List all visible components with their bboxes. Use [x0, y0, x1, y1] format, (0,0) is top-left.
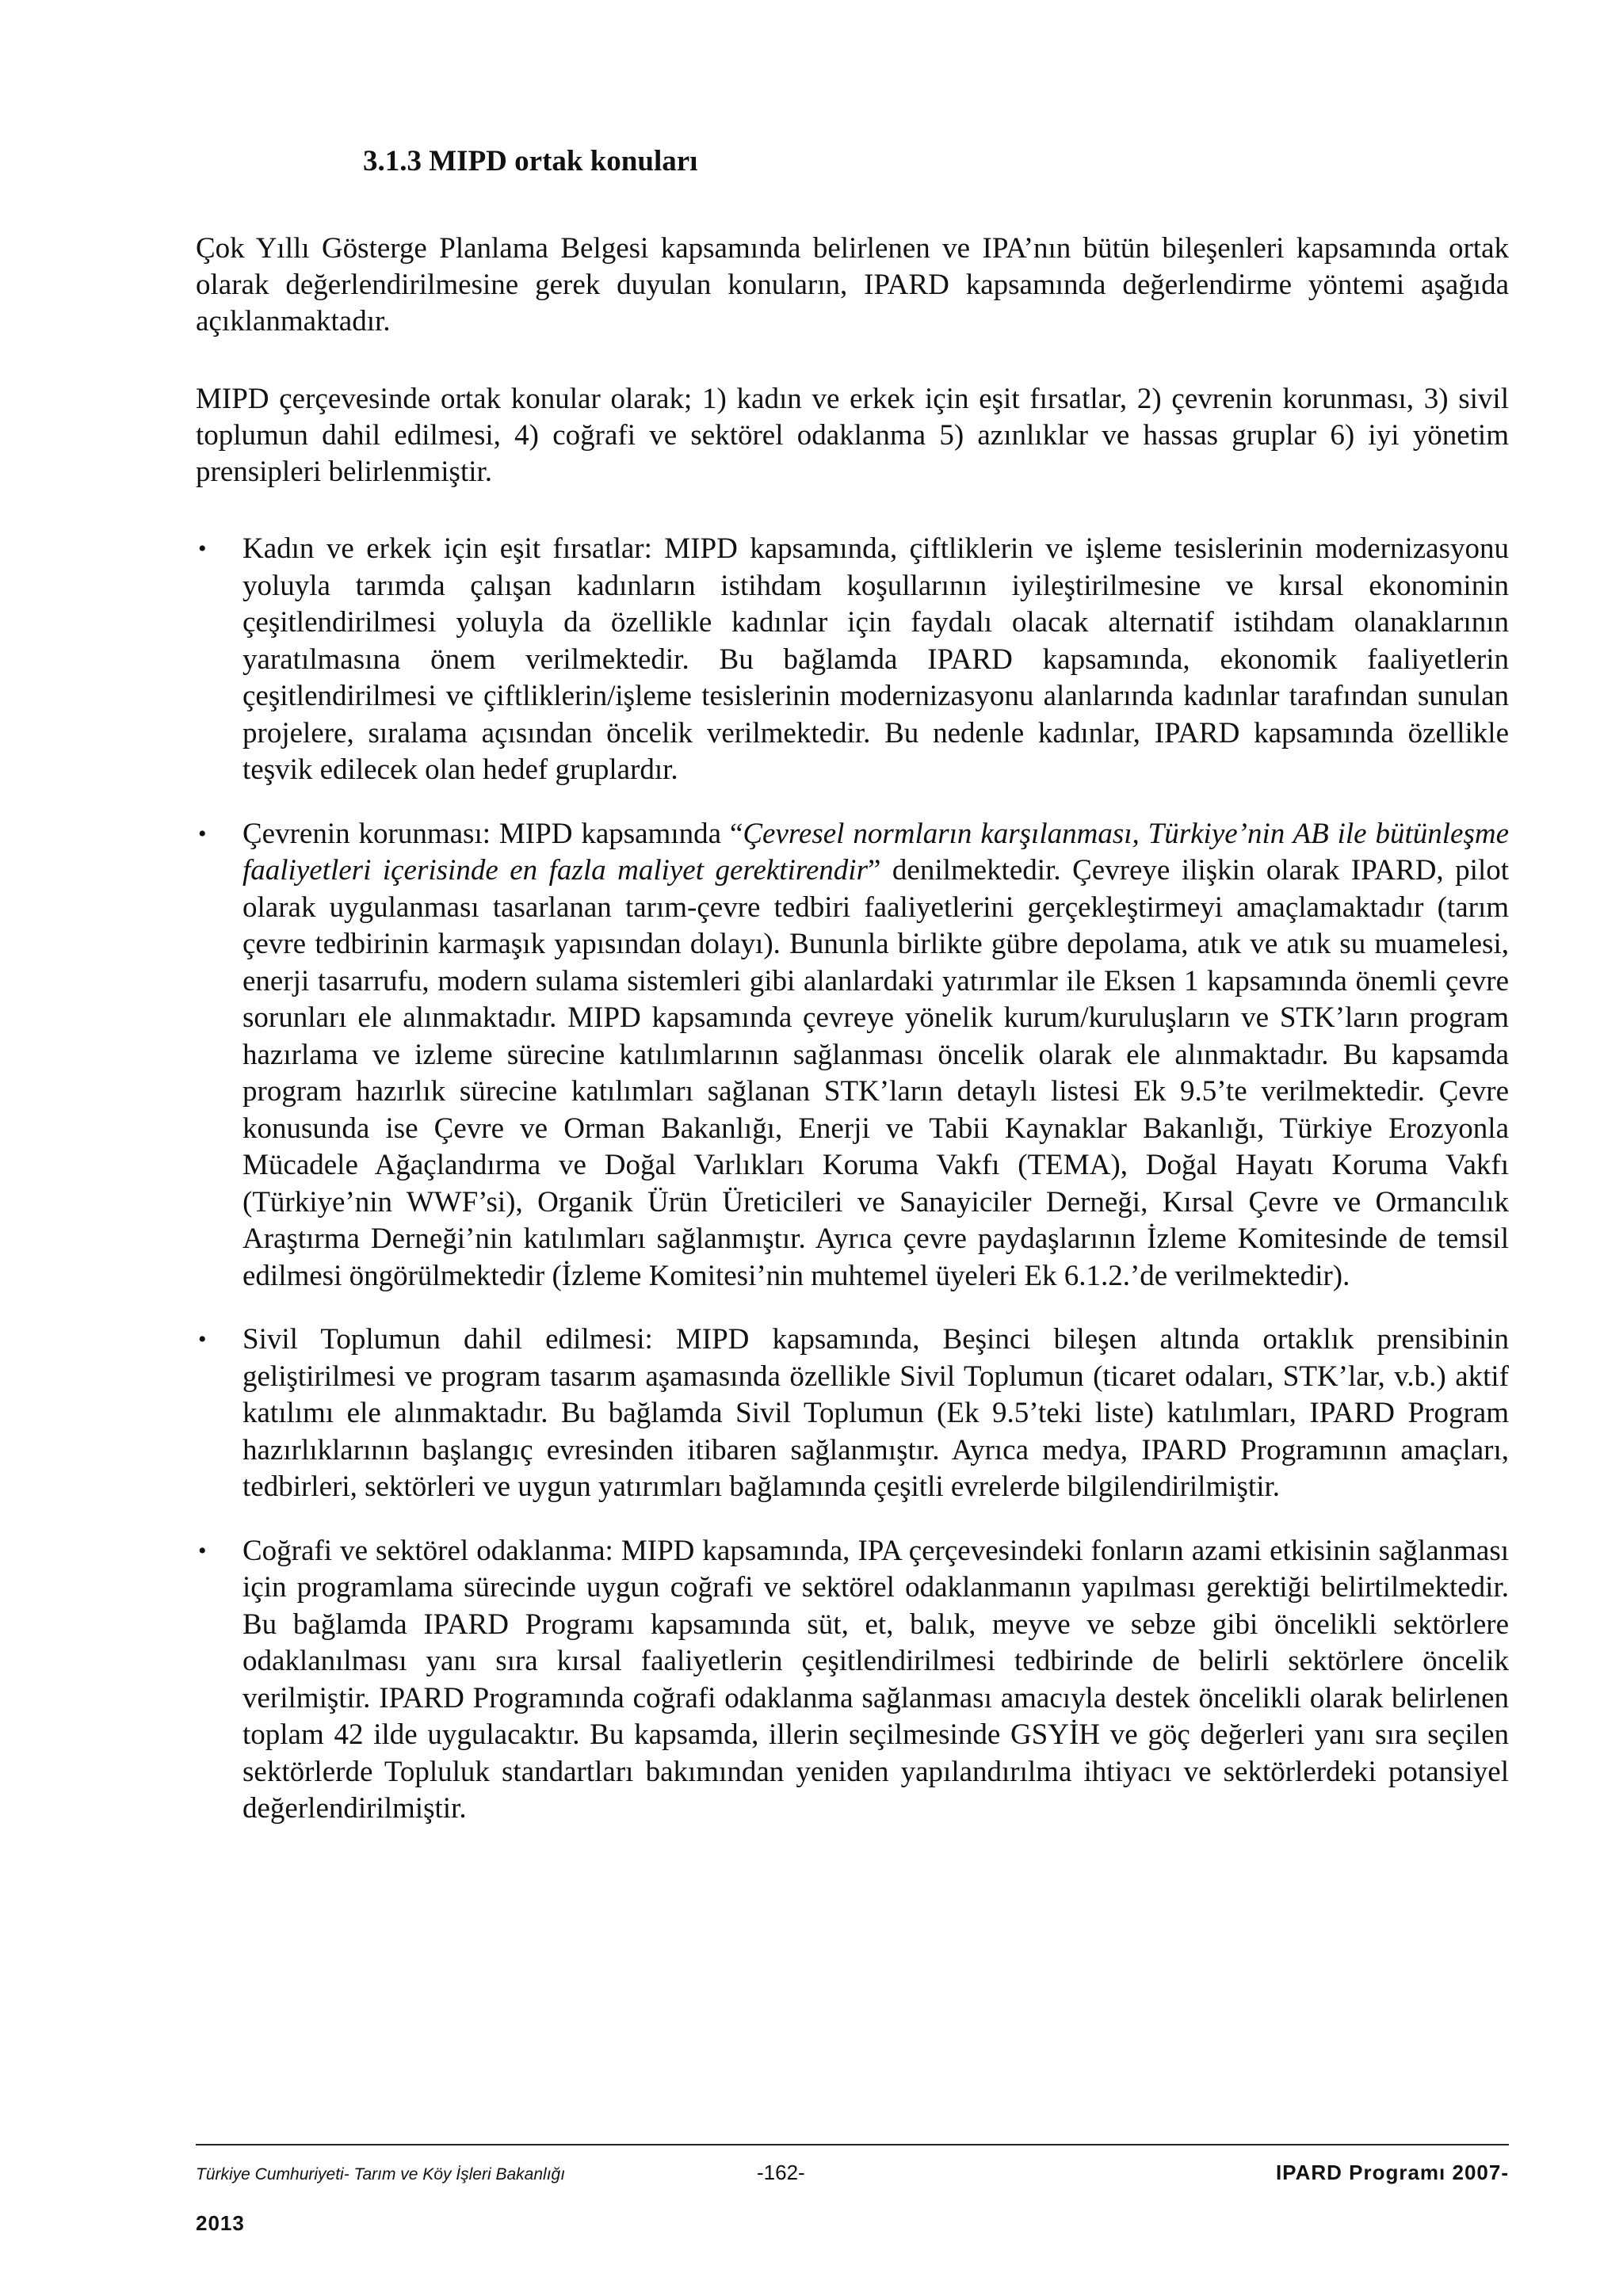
bullet-icon: •	[198, 820, 207, 847]
environment-rest-text: ” denilmektedir. Çevreye ilişkin olarak IPARD, pilot olarak uygulanması tasarlanan tarım-çevre tedbiri faaliyetlerini gerçekleştirmeyi amaçlamaktadır (tarım çevre tedbirinin karmaşık yapısından dolayı). Bununla birlikte gübre depolama, atık ve atık su muamelesi, enerji tasarrufu, modern sulama sistemleri gibi alanlardaki yatırımlar ile Eksen 1 kapsamında önemli çevre sorunları ele alınmaktadır. MIPD kapsamında çevreye yönelik kurum/kuruluşların ve STK’ların program hazırlama ve izleme sürecine katılımlarının sağlanması öncelik olarak ele alınmaktadır. Bu kapsamda program hazırlık sürecine katılımları sağlanan STK’ların detaylı listesi Ek 9.5’te verilmektedir. Çevre konusunda ise Çevre ve Orman Bakanlığı, Enerji ve Tabii Kaynaklar Bakanlığı, Türkiye Erozyonla Mücadele Ağaçlandırma ve Doğal Varlıkları Koruma Vakfı (TEMA), Doğal Hayatı Koruma Vakfı (Türkiye’nin WWF’si), Organik Ürün Üreticileri ve Sanayiciler Derneği, Kırsal Çevre ve Ormancılık Araştırma Derneği’nin katılımları sağlanmıştır. Ayrıca çevre paydaşlarının İzleme Komitesinde de temsil edilmesi öngörülmektedir (İzleme Komitesi’nin muhtemel üyeleri Ek 6.1.2.’de verilmektedir).	[242, 854, 1510, 1292]
footer-ministry: Türkiye Cumhuriyeti- Tarım ve Köy İşleri Bakanlığı	[196, 2165, 566, 2183]
list-item-geographic-sectoral	[196, 1533, 1509, 1828]
topics-paragraph: MIPD çerçevesinde ortak konular olarak; 1) kadın ve erkek için eşit fırsatlar, 2) çevrenin korunması, 3) sivil toplumun dahil edilmesi, 4) coğrafi ve sektörel odaklanma 5) azınlıklar ve hassas gruplar 6) iyi yönetim prensipleri belirlenmiştir.	[196, 383, 1509, 488]
footer-year: 2013	[196, 2211, 245, 2235]
environment-lead-text: Çevrenin korunması: MIPD kapsamında “	[242, 817, 743, 850]
list-item-environment	[196, 816, 1509, 1295]
equal-opportunities-text: Kadın ve erkek için eşit fırsatlar: MIPD kapsamında, çiftliklerin ve işleme tesislerinin modernizasyonu yoluyla tarımda çalışan kadınların istihdam koşullarının iyileştirilmesine ve kırsal ekonominin çeşitlendirilmesi yoluyla da özellikle kadınlar için faydalı olacak alternatif istihdam olanaklarının yaratılmasına önem verilmektedir. Bu bağlamda IPARD kapsamında, ekonomik faaliyetlerin çeşitlendirilmesi ve çiftliklerin/işleme tesislerinin modernizasyonu alanlarında kadınlar tarafından sunulan projelere, sıralama açısından öncelik verilmektedir. Bu nedenle kadınlar, IPARD kapsamında özellikle teşvik edilecek olan hedef gruplardır.	[242, 532, 1509, 786]
list-item-equal-opportunities	[196, 531, 1509, 789]
environment-quote-text: Çevresel normların karşılanması, Türkiye’nin AB ile bütünleşme faaliyetleri içerisinde en fazla maliyet gerektirendir	[242, 817, 1509, 887]
civil-society-text: Sivil Toplumun dahil edilmesi: MIPD kapsamında, Beşinci bileşen altında ortaklık prensibinin geliştirilmesi ve program tasarım aşamasında özellikle Sivil Toplumun (ticaret odaları, STK’lar, v.b.) aktif katılımı ele alınmaktadır. Bu bağlamda Sivil Toplumun (Ek 9.5’teki liste) katılımları, IPARD Program hazırlıklarının başlangıç evresinden itibaren sağlanmıştır. Ayrıca medya, IPARD Programının amaçları, tedbirleri, sektörleri ve uygun yatırımları bağlamında çeşitli evrelerde bilgilendirilmiştir.	[242, 1323, 1509, 1503]
bullet-icon: •	[198, 536, 207, 562]
intro-paragraph: Çok Yıllı Gösterge Planlama Belgesi kapsamında belirlenen ve IPA’nın bütün bileşenleri kapsamında ortak olarak değerlendirilmesine gerek duyulan konuların, IPARD kapsamında değerlendirme yöntemi aşağıda açıklanmaktadır.	[196, 232, 1509, 338]
bullet-icon: •	[198, 1326, 207, 1352]
footer-program-title: IPARD Programı 2007-	[1275, 2161, 1509, 2184]
common-topics-list	[196, 531, 1509, 1828]
footer-page-number: -162-	[757, 2161, 805, 2184]
footer-divider	[196, 2144, 1509, 2145]
list-item-civil-society	[196, 1322, 1509, 1506]
section-heading: 3.1.3 MIPD ortak konuları	[363, 145, 698, 177]
bullet-icon: •	[198, 1537, 207, 1564]
geographic-sectoral-text: Coğrafi ve sektörel odaklanma: MIPD kapsamında, IPA çerçevesindeki fonların azami etkisinin sağlanması için programlama sürecinde uygun coğrafi ve sektörel odaklanmanın yapılması gerektiği belirtilmektedir. Bu bağlamda IPARD Programı kapsamında süt, et, balık, meyve ve sebze gibi öncelikli sektörlere odaklanılması yanı sıra kırsal faaliyetlerin çeşitlendirilmesi tedbirinde de belirli sektörlere öncelik verilmiştir. IPARD Programında coğrafi odaklanma sağlanması amacıyla destek öncelikli olarak belirlenen toplam 42 ilde uygulacaktır. Bu kapsamda, illerin seçilmesinde GSYİH ve göç değerleri yanı sıra seçilen sektörlerde Topluluk standartları bakımından yeniden yapılandırılma ihtiyacı ve sektörlerdeki potansiyel değerlendirilmiştir.	[242, 1534, 1509, 1825]
